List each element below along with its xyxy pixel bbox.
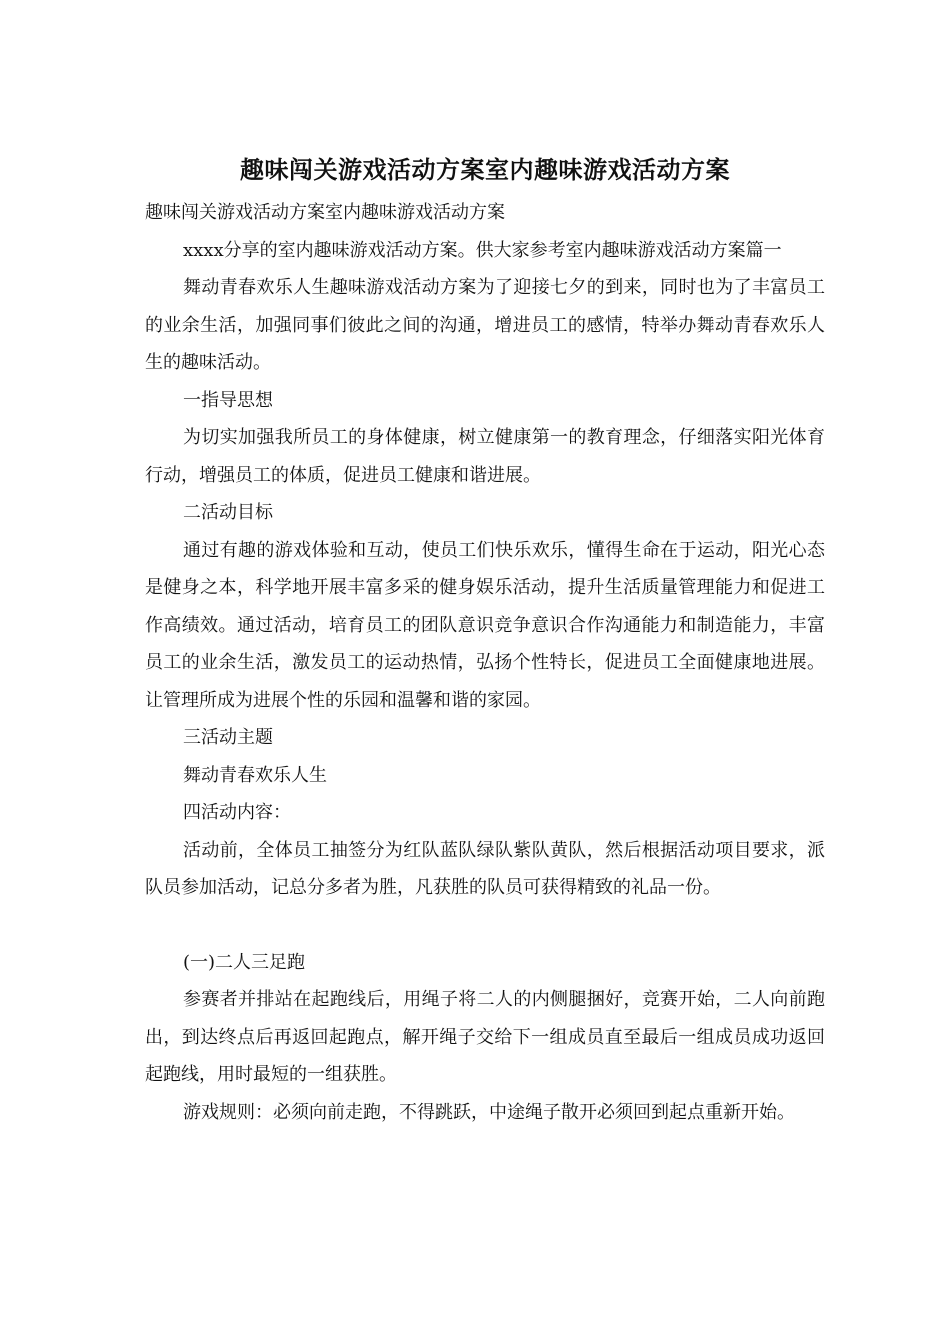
paragraph-activity-content: 活动前，全体员工抽签分为红队蓝队绿队紫队黄队，然后根据活动项目要求，派队员参加活动，记总分多者为胜，凡获胜的队员可获得精致的礼品一份。 — [145, 839, 825, 898]
heading-activity-goals: 二活动目标 — [183, 502, 273, 523]
document-title: 趣味闯关游戏活动方案室内趣味游戏活动方案 — [240, 155, 730, 184]
paragraph-activity-theme: 舞动青春欢乐人生 — [183, 764, 327, 786]
heading-game-three-legged-race: (一)二人三足跑 — [183, 951, 306, 973]
document-page — [145, 150, 825, 1131]
paragraph-game-description: 参赛者并排站在起跑线后，用绳子将二人的内侧腿捆好，竞赛开始，二人向前跑出，到达终点后再返回起跑点，解开绳子交给下一组成员直至最后一组成员成功返回起跑线，用时最短的一组获胜。 — [145, 989, 825, 1085]
paragraph-activity-goals: 通过有趣的游戏体验和互动，使员工们快乐欢乐，懂得生命在于运动，阳光心态是健身之本，科学地开展丰富多采的健身娱乐活动，提升生活质量管理能力和促进工作高绩效。通过活动，培育员工的团队意识竞争意识合作沟通能力和制造能力，丰富员工的业余生活，激发员工的运动热情，弘扬个性特长，促进员工全面健康地进展。让管理所成为进展个性的乐园和温馨和谐的家园。 — [145, 539, 825, 711]
paragraph-event-overview: 舞动青春欢乐人生趣味游戏活动方案为了迎接七夕的到来，同时也为了丰富员工的业余生活，加强同事们彼此之间的沟通，增进员工的感情，特举办舞动青春欢乐人生的趣味活动。 — [145, 277, 825, 373]
heading-guiding-principle: 一指导思想 — [183, 389, 273, 411]
blank-line — [145, 907, 825, 944]
intro-paragraph: xxxx分享的室内趣味游戏活动方案。供大家参考室内趣味游戏活动方案篇一 — [183, 239, 782, 261]
heading-activity-theme: 三活动主题 — [183, 727, 273, 748]
paragraph-guiding-principle: 为切实加强我所员工的身体健康，树立健康第一的教育理念，仔细落实阳光体育行动，增强员工的体质，促进员工健康和谐进展。 — [145, 427, 825, 486]
paragraph-game-rules: 游戏规则：必须向前走跑，不得跳跃，中途绳子散开必须回到起点重新开始。 — [183, 1101, 795, 1123]
heading-activity-content: 四活动内容： — [183, 802, 291, 823]
document-subtitle: 趣味闯关游戏活动方案室内趣味游戏活动方案 — [145, 202, 505, 223]
